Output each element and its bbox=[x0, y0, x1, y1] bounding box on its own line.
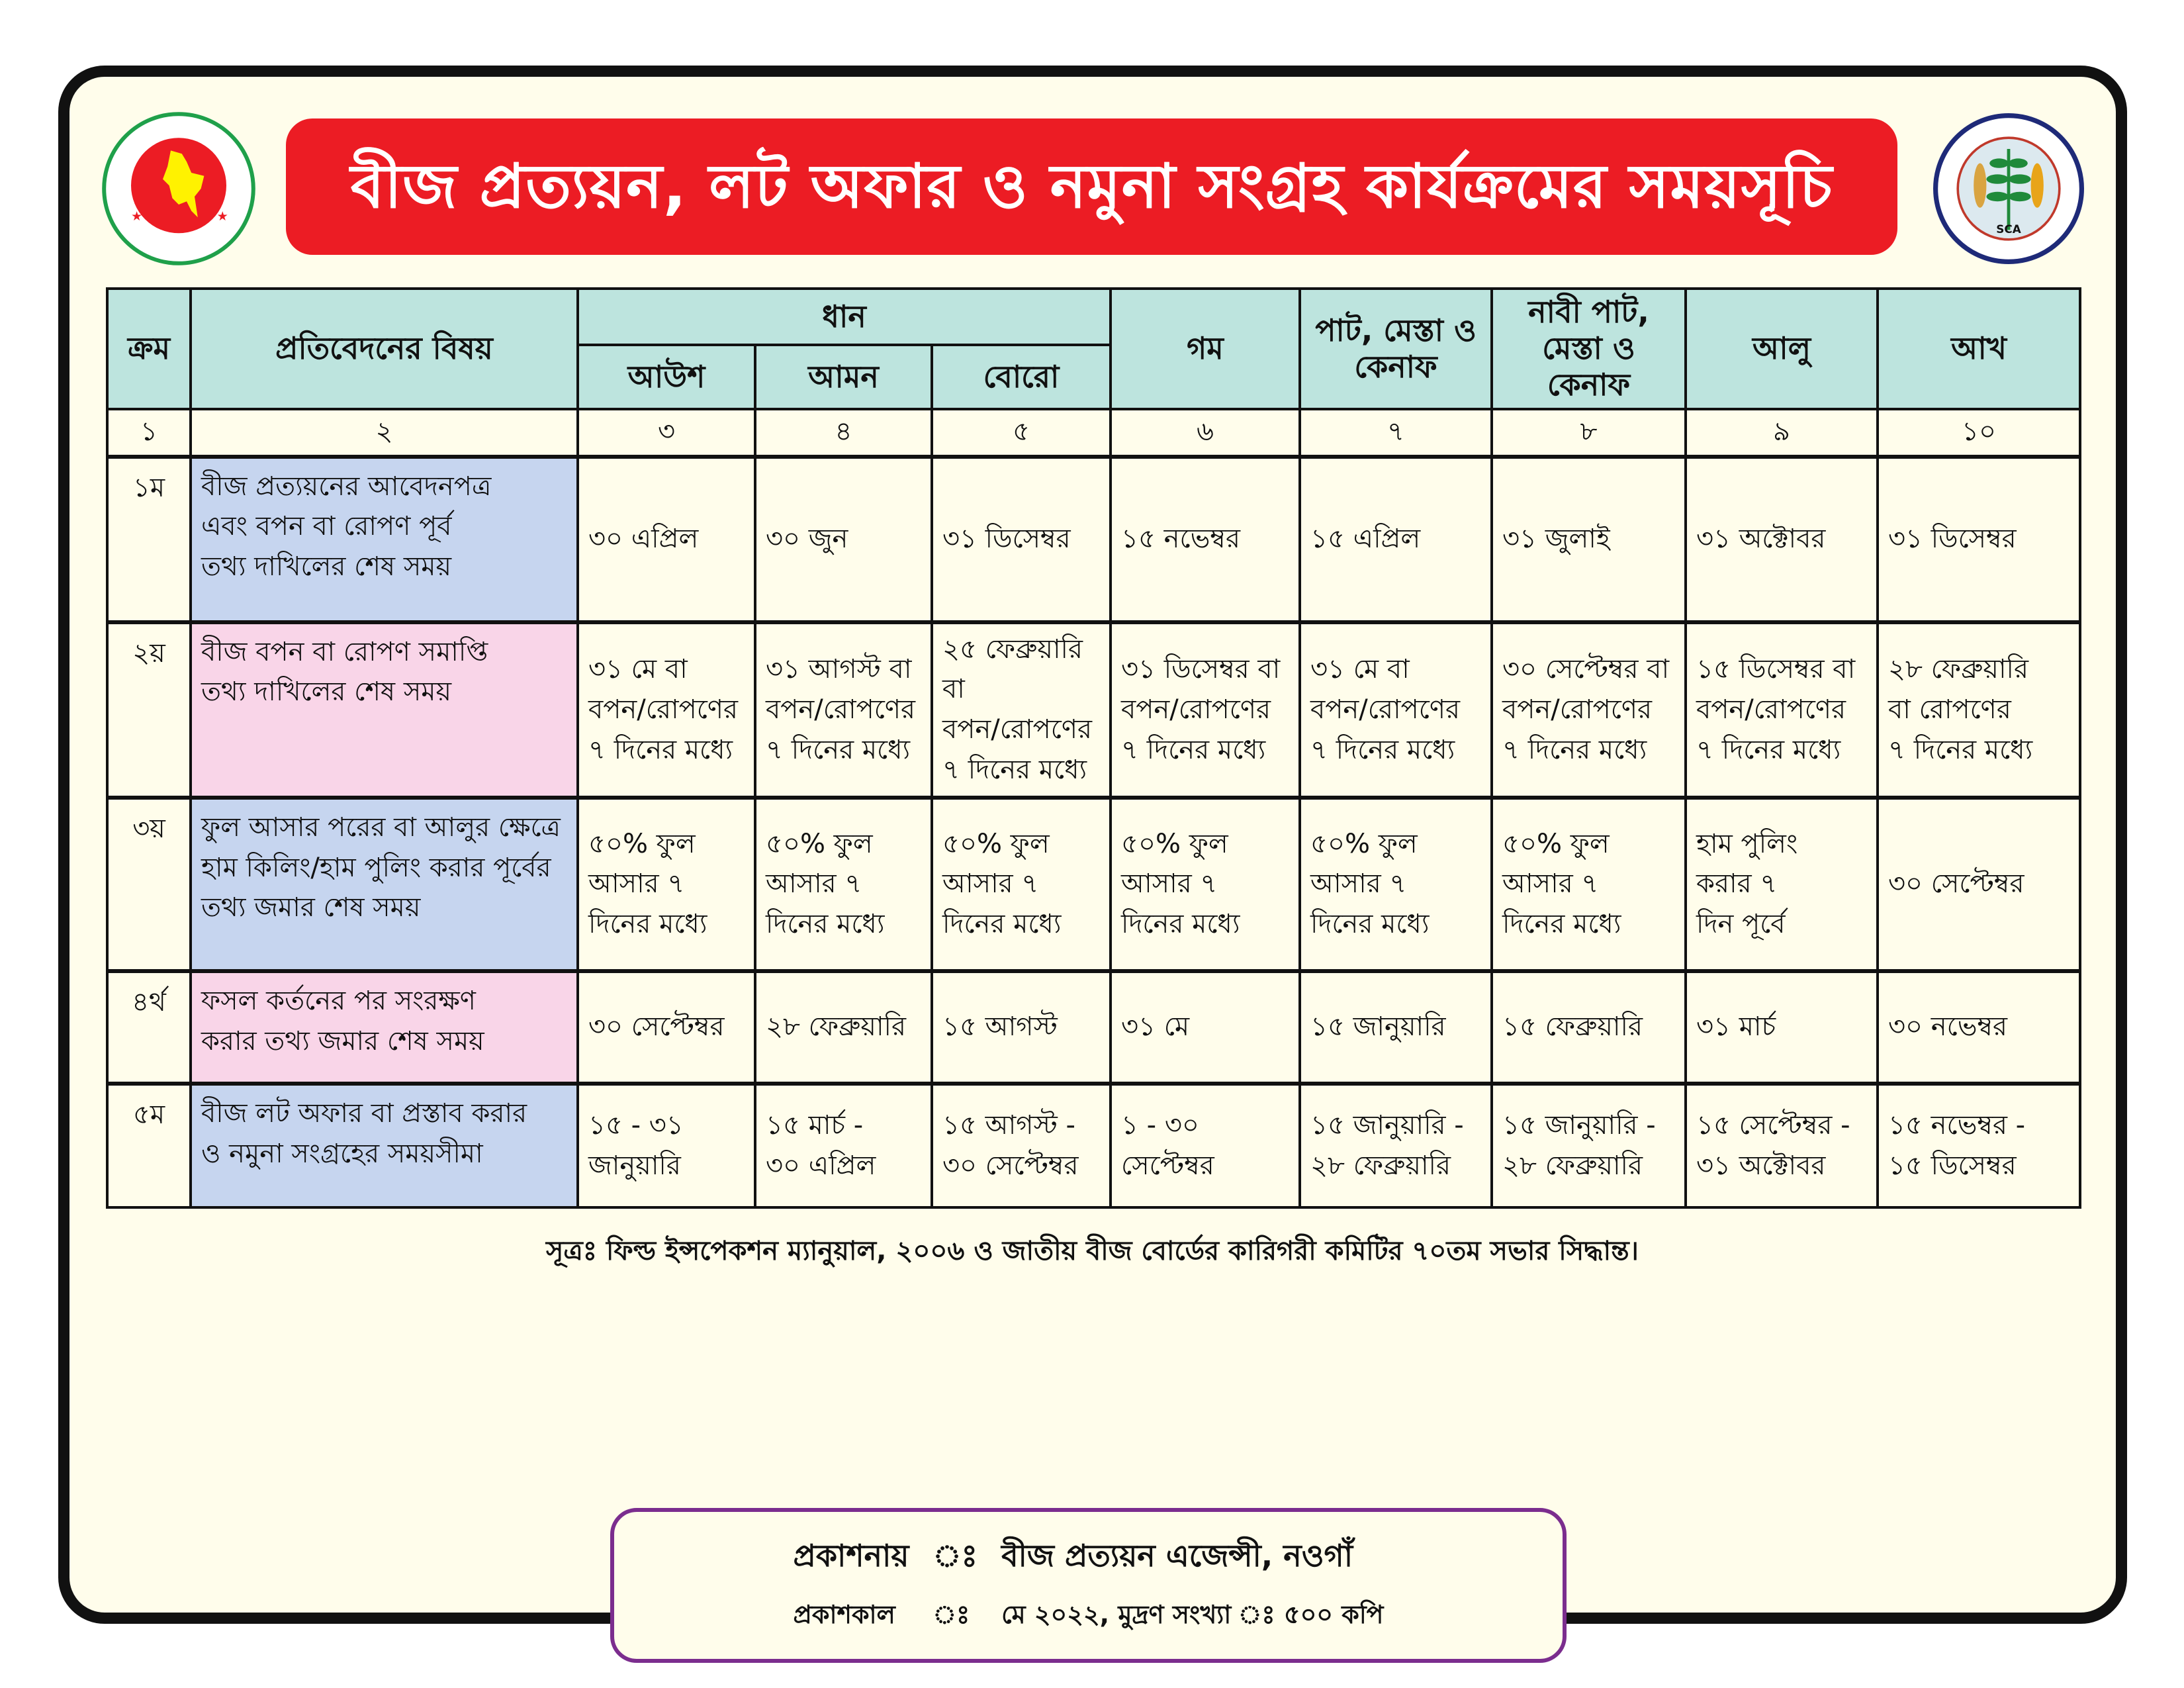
header-potato: আলু bbox=[1686, 289, 1878, 409]
schedule-cell: ১৫ জানুয়ারি bbox=[1300, 971, 1492, 1084]
column-number: ৬ bbox=[1111, 409, 1300, 457]
svg-text:SCA: SCA bbox=[1996, 222, 2021, 236]
schedule-cell: ৩০ জুন bbox=[755, 457, 932, 622]
schedule-cell: ১৫ সেপ্টেম্বর - ৩১ অক্টোবর bbox=[1686, 1084, 1878, 1207]
schedule-cell: ৩১ ডিসেম্বর bbox=[1878, 457, 2080, 622]
header-aman: আমন bbox=[755, 345, 932, 408]
table-row bbox=[107, 1084, 2080, 1207]
row-subject: বীজ লট অফার বা প্রস্তাব করার ও নমুনা সংগ্রহের সময়সীমা bbox=[191, 1084, 578, 1207]
schedule-cell: ৩১ ডিসেম্বর বা বপন/রোপণের ৭ দিনের মধ্যে bbox=[1111, 622, 1300, 798]
schedule-cell: ৫০% ফুল আসার ৭ দিনের মধ্যে bbox=[578, 798, 755, 971]
header-boro: বোরো bbox=[932, 345, 1111, 408]
schedule-cell: ১ - ৩০ সেপ্টেম্বর bbox=[1111, 1084, 1300, 1207]
schedule-cell: ১৫ নভেম্বর - ১৫ ডিসেম্বর bbox=[1878, 1084, 2080, 1207]
publication-date-label: প্রকাশকাল bbox=[793, 1599, 895, 1629]
column-number: ৯ bbox=[1686, 409, 1878, 457]
schedule-cell: ১৫ আগস্ট - ৩০ সেপ্টেম্বর bbox=[932, 1084, 1111, 1207]
schedule-cell: ৩১ মে bbox=[1111, 971, 1300, 1084]
row-subject: বীজ প্রত্যয়নের আবেদনপত্র এবং বপন বা রোপণ পূর্ব তথ্য দাখিলের শেষ সময় bbox=[191, 457, 578, 622]
column-number: ১ bbox=[107, 409, 191, 457]
row-serial: ১ম bbox=[107, 457, 191, 622]
schedule-cell: ২৫ ফেব্রুয়ারি বা বপন/রোপণের ৭ দিনের মধ্যে bbox=[932, 622, 1111, 798]
column-number: ৩ bbox=[578, 409, 755, 457]
schedule-cell: ৩০ এপ্রিল bbox=[578, 457, 755, 622]
schedule-cell: ৩১ আগস্ট বা বপন/রোপণের ৭ দিনের মধ্যে bbox=[755, 622, 932, 798]
seed-certification-agency-logo bbox=[1929, 109, 2088, 268]
schedule-cell: ১৫ এপ্রিল bbox=[1300, 457, 1492, 622]
schedule-cell: ১৫ ডিসেম্বর বা বপন/রোপণের ৭ দিনের মধ্যে bbox=[1686, 622, 1878, 798]
publisher-label: প্রকাশনায় bbox=[793, 1537, 909, 1573]
header-subject: প্রতিবেদনের বিষয় bbox=[191, 289, 578, 409]
row-subject: ফসল কর্তনের পর সংরক্ষণ করার তথ্য জমার শেষ সময় bbox=[191, 971, 578, 1084]
schedule-table bbox=[106, 287, 2081, 1209]
column-number: ৪ bbox=[755, 409, 932, 457]
schedule-cell: ৩০ সেপ্টেম্বর bbox=[1878, 798, 2080, 971]
header-serial: ক্রম bbox=[107, 289, 191, 409]
schedule-cell: ৩১ মে বা বপন/রোপণের ৭ দিনের মধ্যে bbox=[1300, 622, 1492, 798]
schedule-cell: ৫০% ফুল আসার ৭ দিনের মধ্যে bbox=[1300, 798, 1492, 971]
row-serial: ৪র্থ bbox=[107, 971, 191, 1084]
publication-date-value: মে ২০২২, মুদ্রণ সংখ্যা ঃ ৫০০ কপি bbox=[1001, 1599, 1384, 1629]
publication-info-box bbox=[610, 1508, 1567, 1663]
schedule-cell: ৫০% ফুল আসার ৭ দিনের মধ্যে bbox=[755, 798, 932, 971]
column-number: ৮ bbox=[1492, 409, 1686, 457]
schedule-cell: হাম পুলিং করার ৭ দিন পূর্বে bbox=[1686, 798, 1878, 971]
schedule-cell: ১৫ জানুয়ারি - ২৮ ফেব্রুয়ারি bbox=[1300, 1084, 1492, 1207]
page-title: বীজ প্রত্যয়ন, লট অফার ও নমুনা সংগ্রহ কার্যক্রমের সময়সূচি bbox=[286, 118, 1897, 255]
header-paddy: ধান bbox=[578, 289, 1111, 345]
publication-date-separator: ঃ bbox=[933, 1599, 970, 1629]
schedule-cell: ১৫ মার্চ - ৩০ এপ্রিল bbox=[755, 1084, 932, 1207]
publisher-separator: ঃ bbox=[933, 1537, 978, 1573]
svg-text:★: ★ bbox=[131, 209, 143, 224]
bangladesh-government-seal-logo bbox=[99, 109, 258, 268]
schedule-cell: ৫০% ফুল আসার ৭ দিনের মধ্যে bbox=[1111, 798, 1300, 971]
table-row bbox=[107, 798, 2080, 971]
schedule-cell: ৫০% ফুল আসার ৭ দিনের মধ্যে bbox=[1492, 798, 1686, 971]
schedule-cell: ৩১ ডিসেম্বর bbox=[932, 457, 1111, 622]
schedule-cell: ১৫ জানুয়ারি - ২৮ ফেব্রুয়ারি bbox=[1492, 1084, 1686, 1207]
table-row bbox=[107, 622, 2080, 798]
schedule-cell: ৩১ মে বা বপন/রোপণের ৭ দিনের মধ্যে bbox=[578, 622, 755, 798]
header-jute: পাট, মেস্তা ও কেনাফ bbox=[1300, 289, 1492, 409]
schedule-cell: ৩০ সেপ্টেম্বর bbox=[578, 971, 755, 1084]
header-late-jute: নাবী পাট, মেস্তা ও কেনাফ bbox=[1492, 289, 1686, 409]
schedule-cell: ১৫ নভেম্বর bbox=[1111, 457, 1300, 622]
row-serial: ২য় bbox=[107, 622, 191, 798]
schedule-cell: ১৫ - ৩১ জানুয়ারি bbox=[578, 1084, 755, 1207]
schedule-cell: ৩১ মার্চ bbox=[1686, 971, 1878, 1084]
schedule-cell: ২৮ ফেব্রুয়ারি বা রোপণের ৭ দিনের মধ্যে bbox=[1878, 622, 2080, 798]
schedule-cell: ৫০% ফুল আসার ৭ দিনের মধ্যে bbox=[932, 798, 1111, 971]
header-wheat: গম bbox=[1111, 289, 1300, 409]
schedule-cell: ১৫ আগস্ট bbox=[932, 971, 1111, 1084]
header-sugarcane: আখ bbox=[1878, 289, 2080, 409]
source-note: সূত্রঃ ফিল্ড ইন্সপেকশন ম্যানুয়াল, ২০০৬ ও জাতীয় বীজ বোর্ডের কারিগরী কমিটির ৭০তম সভার সিদ্ধান্ত। bbox=[545, 1235, 1639, 1266]
schedule-cell: ৩০ সেপ্টেম্বর বা বপন/রোপণের ৭ দিনের মধ্যে bbox=[1492, 622, 1686, 798]
column-number-row bbox=[107, 409, 2080, 457]
row-subject: ফুল আসার পরের বা আলুর ক্ষেত্রে হাম কিলিং/হাম পুলিং করার পূর্বের তথ্য জমার শেষ সময় bbox=[191, 798, 578, 971]
row-serial: ৫ম bbox=[107, 1084, 191, 1207]
column-number: ৫ bbox=[932, 409, 1111, 457]
schedule-cell: ২৮ ফেব্রুয়ারি bbox=[755, 971, 932, 1084]
main-content bbox=[106, 287, 2079, 1663]
schedule-cell: ৩১ অক্টোবর bbox=[1686, 457, 1878, 622]
column-number: ২ bbox=[191, 409, 578, 457]
publisher-value: বীজ প্রত্যয়ন এজেন্সী, নওগাঁ bbox=[1001, 1537, 1353, 1573]
schedule-cell: ৩১ জুলাই bbox=[1492, 457, 1686, 622]
header-aus: আউশ bbox=[578, 345, 755, 408]
column-number: ১০ bbox=[1878, 409, 2080, 457]
row-subject: বীজ বপন বা রোপণ সমাপ্তি তথ্য দাখিলের শেষ সময় bbox=[191, 622, 578, 798]
publication-info-grid bbox=[794, 1533, 1384, 1638]
svg-text:★: ★ bbox=[216, 209, 228, 224]
table-row bbox=[107, 457, 2080, 622]
schedule-cell: ১৫ ফেব্রুয়ারি bbox=[1492, 971, 1686, 1084]
row-serial: ৩য় bbox=[107, 798, 191, 971]
table-row bbox=[107, 971, 2080, 1084]
schedule-cell: ৩০ নভেম্বর bbox=[1878, 971, 2080, 1084]
column-number: ৭ bbox=[1300, 409, 1492, 457]
